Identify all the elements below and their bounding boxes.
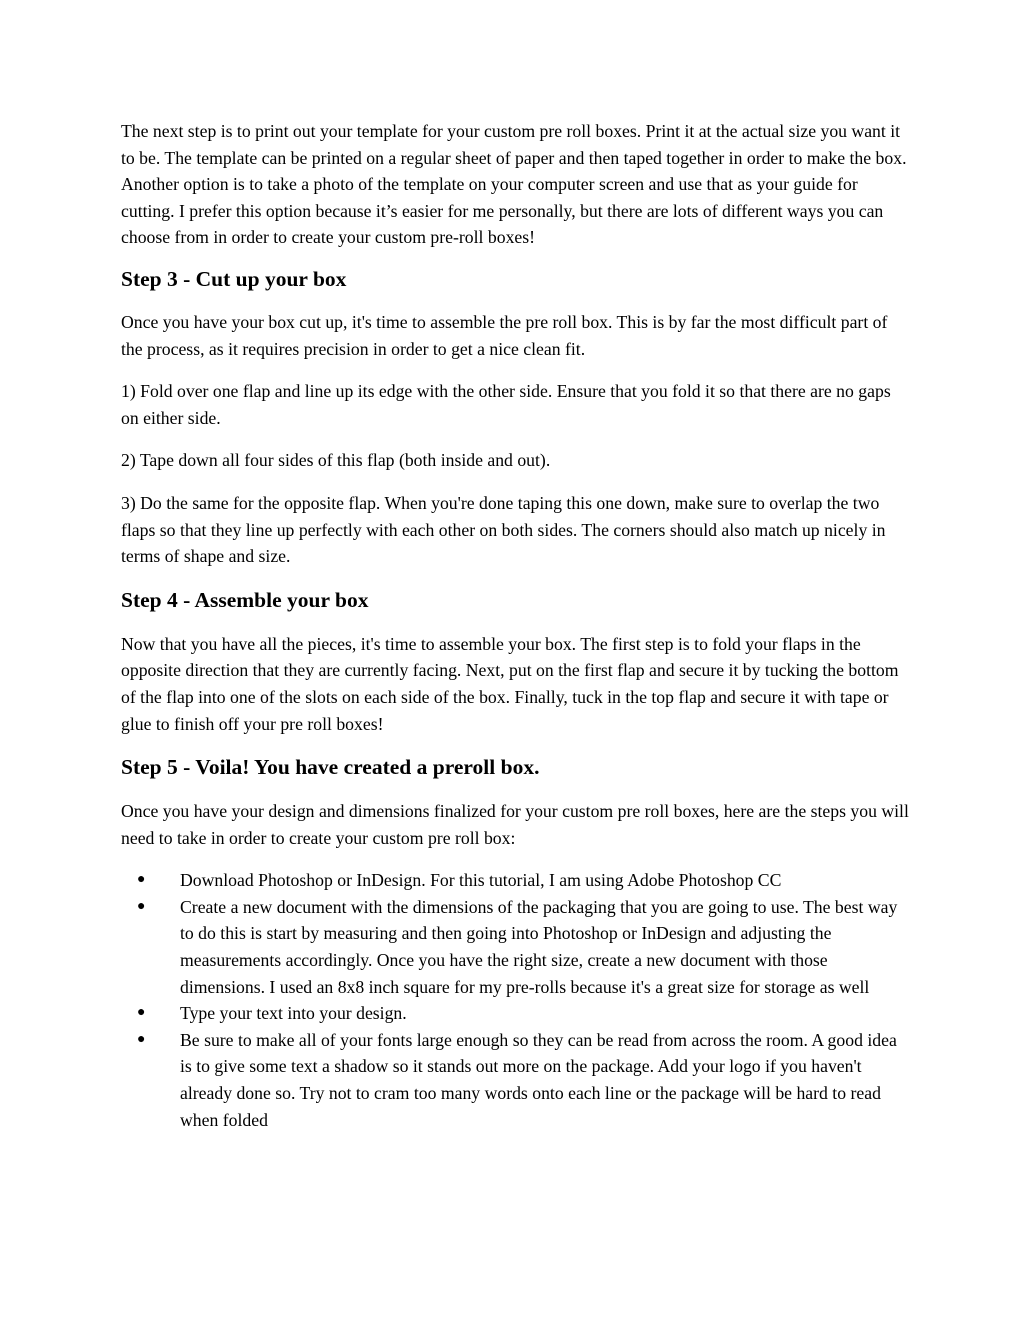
step3-instruction-1: 1) Fold over one flap and line up its edge with the other side. Ensure that you fold it so that there are no gaps on either side. (121, 381, 891, 428)
step3-paragraph: Once you have your box cut up, it's time to assemble the pre roll box. This is by far the most difficult part of the process, as it requires precision in order to get a nice clean fit. (121, 311, 888, 359)
step3-instruction-3: 3) Do the same for the opposite flap. When you're done taping this one down, make sure to overlap the two flaps so that they line up perfectly with each other on both sides. The corners should also match up nicely in terms of shape and size. (121, 492, 886, 567)
bullet-icon: ● (137, 1031, 146, 1047)
step5-heading: Step 5 - Voila! You have created a preroll box. (121, 755, 540, 780)
list-item-text: Download Photoshop or InDesign. For this tutorial, I am using Adobe Photoshop CC (180, 870, 782, 891)
bullet-icon: ● (137, 898, 146, 914)
list-item (121, 867, 911, 894)
list-item (121, 1027, 911, 1133)
document-page (121, 118, 911, 1133)
step5-paragraph: Once you have your design and dimensions finalized for your custom pre roll boxes, here are the steps you will need to take in order to create your custom pre roll box: (121, 801, 909, 848)
intro-paragraph: The next step is to print out your template for your custom pre roll boxes. Print it at the actual size you want it to be. The template can be printed on a regular sheet of paper and then taped together in order to make the box. Another option is to take a photo of the template on your computer screen and use that as your guide for cutting. I prefer this option because it’s easier for me personally, but there are lots of different ways you can choose from in order to create your custom pre-roll boxes! (121, 121, 907, 248)
bullet-icon: ● (137, 872, 146, 888)
list-item-text: Create a new document with the dimensions of the packaging that you are going to use. The best way to do this is start by measuring and then going into Photoshop or InDesign and adjusting the measurements accordingly. Once you have the right size, create a new document with those dimensions. I used an 8x8 inch square for my pre-rolls because it's a great size for storage as well (180, 896, 898, 997)
list-item-text: Type your text into your design. (180, 1003, 407, 1024)
step5-bullet-list (121, 867, 911, 1133)
list-item-text: Be sure to make all of your fonts large enough so they can be read from across the room. A good idea is to give some text a shadow so it stands out more on the package. Add your logo if you haven't already done so. Try not to cram too many words onto each line or the package will be hard to read when folded (180, 1029, 897, 1130)
step3-heading: Step 3 - Cut up your box (121, 266, 347, 291)
step4-heading: Step 4 - Assemble your box (121, 587, 369, 612)
step4-paragraph: Now that you have all the pieces, it's time to assemble your box. The first step is to fold your flaps in the opposite direction that they are currently facing. Next, put on the first flap and secure it by tucking the bottom of the flap into one of the slots on each side of the box. Finally, tuck in the top flap and secure it with tape or glue to finish off your pre roll boxes! (121, 633, 899, 734)
step3-instruction-2: 2) Tape down all four sides of this flap (both inside and out). (121, 450, 551, 471)
bullet-icon: ● (137, 1005, 146, 1021)
list-item (121, 1000, 911, 1027)
list-item (121, 894, 911, 1000)
